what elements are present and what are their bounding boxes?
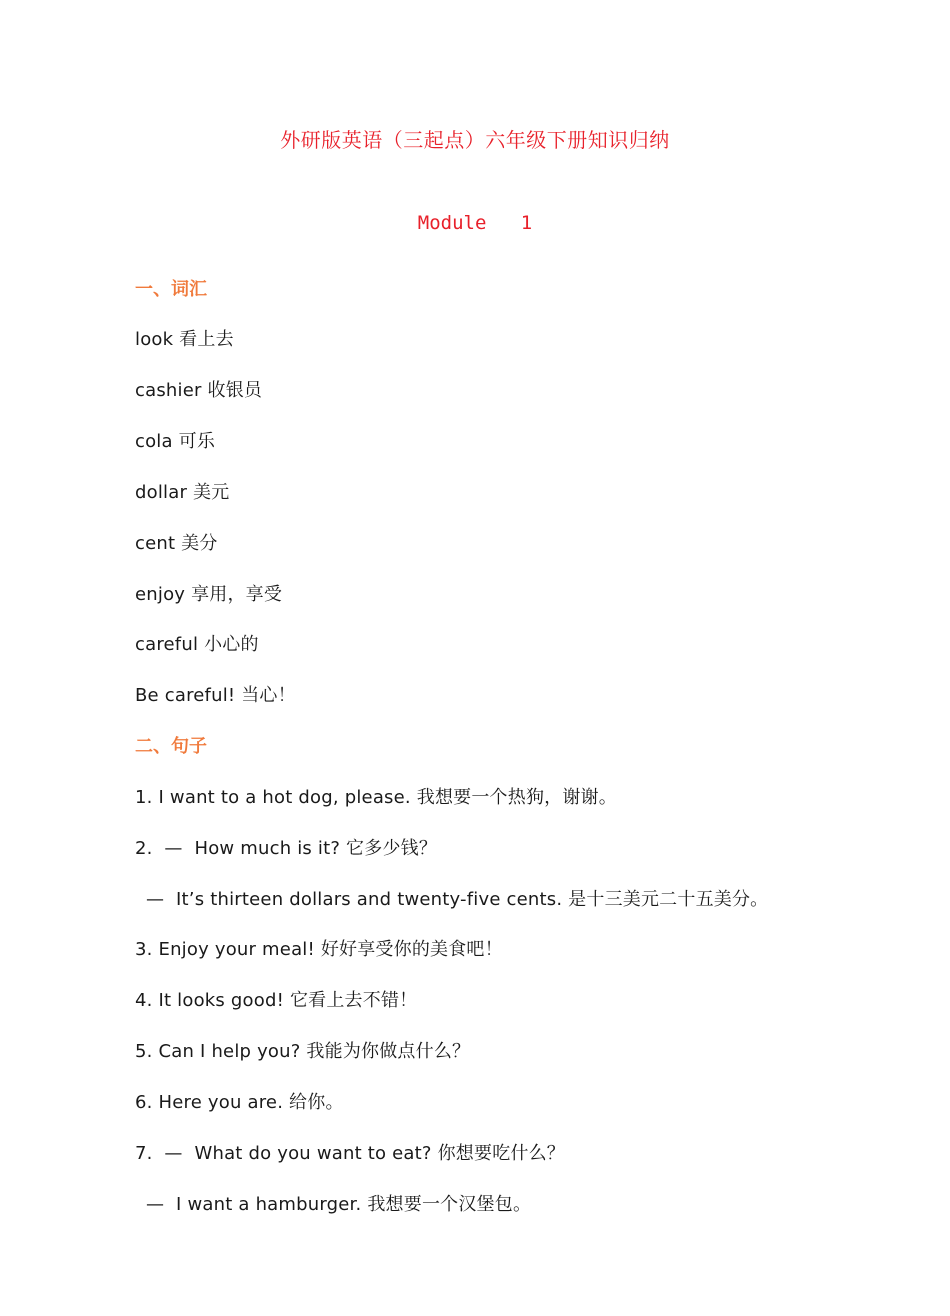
vocab-item: cashier 收银员 [135,380,263,401]
document-title: 外研版英语（三起点）六年级下册知识归纳 [280,128,670,152]
vocab-item: cent 美分 [135,533,218,554]
module-title: Module 1 [417,212,533,234]
vocab-item: look 看上去 [135,329,234,350]
vocab-item: enjoy 享用，享受 [135,584,283,605]
sentence-line: 2. — How much is it? 它多少钱？ [135,838,438,859]
sentence-line: 3. Enjoy your meal! 好好享受你的美食吧！ [135,939,503,960]
vocab-item: Be careful! 当心！ [135,685,296,706]
vocabulary-heading: 一、词汇 [135,279,207,300]
sentence-line: 1. I want to a hot dog, please. 我想要一个热狗，谢谢。 [135,787,617,808]
sentence-line: 4. It looks good! 它看上去不错！ [135,990,418,1011]
vocab-item: dollar 美元 [135,482,230,503]
sentence-line: — I want a hamburger. 我想要一个汉堡包。 [146,1194,532,1215]
sentence-line: 6. Here you are. 给你。 [135,1092,344,1113]
sentence-line: 5. Can I help you? 我能为你做点什么？ [135,1041,471,1062]
vocab-item: cola 可乐 [135,431,216,452]
vocab-item: careful 小心的 [135,634,259,655]
sentence-line: 7. — What do you want to eat? 你想要吃什么？ [135,1143,565,1164]
sentences-heading: 二、句子 [135,736,207,757]
sentence-line: — It’s thirteen dollars and twenty-five cents. 是十三美元二十五美分。 [146,889,769,910]
